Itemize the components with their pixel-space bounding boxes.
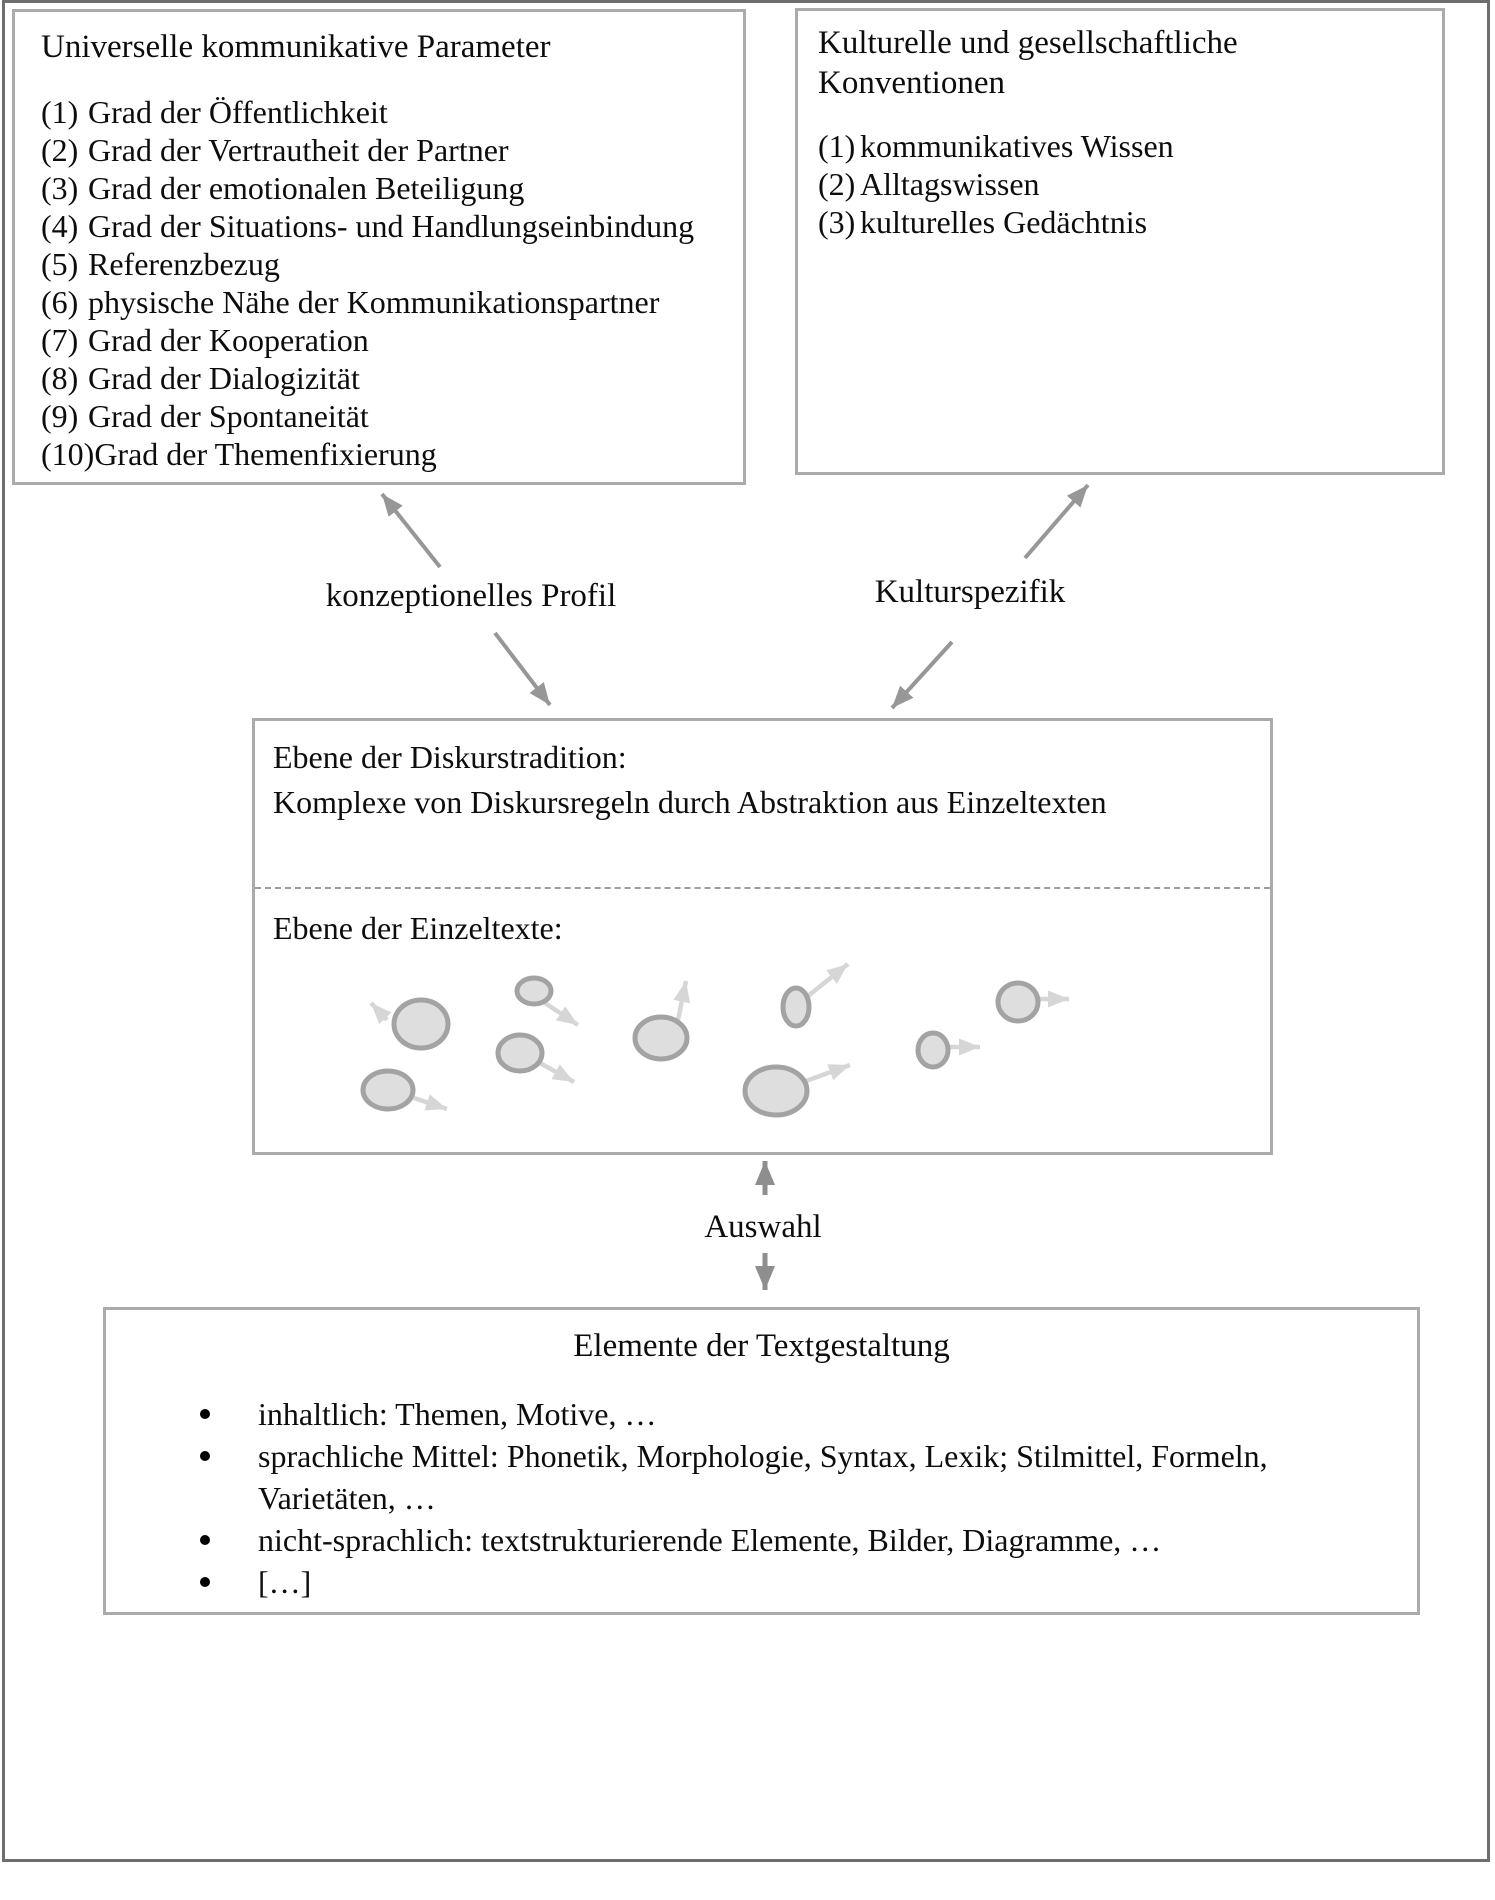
item-label: kulturelles Gedächtnis — [860, 204, 1148, 240]
item-label: Referenzbezug — [88, 246, 280, 282]
bullet-dot — [200, 1535, 210, 1545]
bullet-label: […] — [258, 1564, 312, 1600]
text-ellipse-group — [998, 983, 1069, 1021]
text-arrow-icon — [806, 1065, 850, 1081]
item-number: (7) — [41, 322, 79, 358]
text-elements-title: Elemente der Textgestaltung — [573, 1328, 950, 1364]
item-number: (2) — [41, 132, 79, 168]
item-label: Grad der emotionalen Beteiligung — [88, 170, 525, 206]
parameter-item — [41, 435, 739, 473]
bullet-item — [200, 1519, 1397, 1561]
text-ellipse-group — [918, 1033, 980, 1067]
text-arrow-icon — [678, 981, 686, 1020]
text-ellipse-group — [363, 1071, 447, 1109]
bullet-item — [200, 1393, 1397, 1435]
text-ellipse-group — [371, 1000, 448, 1048]
text-ellipse — [745, 1067, 807, 1115]
text-elements-list — [106, 1393, 1417, 1603]
bullet-dot — [200, 1451, 210, 1461]
conventions-title: Kulturelle und gesellschaftliche Konventionen — [818, 25, 1238, 101]
item-number: (1) — [818, 128, 856, 164]
item-label: Grad der Situations- und Handlungseinbindung — [88, 208, 695, 244]
conventions-box — [795, 8, 1445, 475]
item-label: Grad der Vertrautheit der Partner — [88, 132, 509, 168]
parameter-item — [41, 359, 739, 397]
item-number: (10) — [41, 436, 95, 472]
text-arrow-icon — [371, 1003, 387, 1020]
einzeltexte-level-title: Ebene der Einzeltexte: — [273, 910, 563, 946]
text-arrow-icon — [414, 1098, 447, 1109]
auswahl-label: Auswahl — [704, 1209, 822, 1245]
text-ellipse — [635, 1017, 687, 1059]
universal-parameters-title: Universelle kommunikative Parameter — [41, 29, 551, 65]
bullet-item — [200, 1561, 1397, 1603]
convention-item — [818, 203, 1412, 241]
item-label: Alltagswissen — [860, 166, 1040, 202]
item-label: Grad der Dialogizität — [88, 360, 360, 396]
text-ellipse — [998, 983, 1038, 1021]
universal-parameters-box — [12, 9, 746, 485]
item-label: Grad der Öffentlichkeit — [88, 94, 388, 130]
text-arrow-icon — [540, 1063, 574, 1082]
bullet-label: nicht-sprachlich: textstrukturierende Elemente, Bilder, Diagramme, … — [258, 1522, 1162, 1558]
parameter-item — [41, 131, 739, 169]
item-number: (9) — [41, 398, 79, 434]
item-label: kommunikatives Wissen — [860, 128, 1174, 164]
item-number: (3) — [41, 170, 79, 206]
kulturspezifik-label: Kulturspezifik — [874, 574, 1066, 610]
bullet-label: sprachliche Mittel: Phonetik, Morphologie, Syntax, Lexik; Stilmittel, Formeln, Varietäten, … — [258, 1438, 1268, 1516]
text-arrow-icon — [808, 964, 848, 996]
conventions-list — [818, 127, 1412, 241]
item-number: (5) — [41, 246, 79, 282]
parameter-item — [41, 169, 739, 207]
text-ellipse — [918, 1033, 948, 1067]
einzeltexte-ellipses-graphic — [255, 950, 1270, 1155]
bullet-label: inhaltlich: Themen, Motive, … — [258, 1396, 657, 1432]
bullet-item — [200, 1435, 1397, 1519]
text-ellipse — [517, 978, 551, 1004]
universal-parameters-list — [41, 93, 739, 473]
discourse-level-line1: Ebene der Diskurstradition: — [273, 739, 627, 775]
text-ellipse — [394, 1000, 448, 1048]
text-arrow-icon — [545, 1003, 578, 1025]
bullet-dot — [200, 1409, 210, 1419]
convention-item — [818, 165, 1412, 203]
item-number: (6) — [41, 284, 79, 320]
text-ellipse — [363, 1071, 413, 1109]
convention-item — [818, 127, 1412, 165]
item-number: (3) — [818, 204, 856, 240]
text-ellipse-group — [745, 1065, 850, 1115]
item-label: Grad der Kooperation — [88, 322, 369, 358]
discourse-level-line2: Komplexe von Diskursregeln durch Abstraktion aus Einzeltexten — [273, 784, 1107, 820]
item-label: physische Nähe der Kommunikationspartner — [88, 284, 660, 320]
item-label: Grad der Themenfixierung — [94, 436, 437, 472]
item-number: (8) — [41, 360, 79, 396]
text-ellipse-group — [517, 978, 578, 1025]
item-number: (2) — [818, 166, 856, 202]
text-ellipse — [783, 988, 809, 1026]
item-label: Grad der Spontaneität — [88, 398, 369, 434]
text-ellipse-group — [498, 1035, 574, 1082]
konzeptionelles-profil-label: konzeptionelles Profil — [325, 578, 617, 614]
text-ellipse-group — [635, 981, 687, 1059]
parameter-item — [41, 397, 739, 435]
parameter-item — [41, 207, 739, 245]
parameter-item — [41, 283, 739, 321]
level-divider-dashed-line — [255, 887, 1270, 889]
parameter-item — [41, 321, 739, 359]
text-ellipse-group — [783, 964, 848, 1026]
text-ellipse — [498, 1035, 542, 1071]
item-number: (4) — [41, 208, 79, 244]
bullet-dot — [200, 1577, 210, 1587]
text-elements-box — [103, 1307, 1420, 1615]
discourse-tradition-box — [252, 718, 1273, 1155]
item-number: (1) — [41, 94, 79, 130]
parameter-item — [41, 245, 739, 283]
parameter-item — [41, 93, 739, 131]
